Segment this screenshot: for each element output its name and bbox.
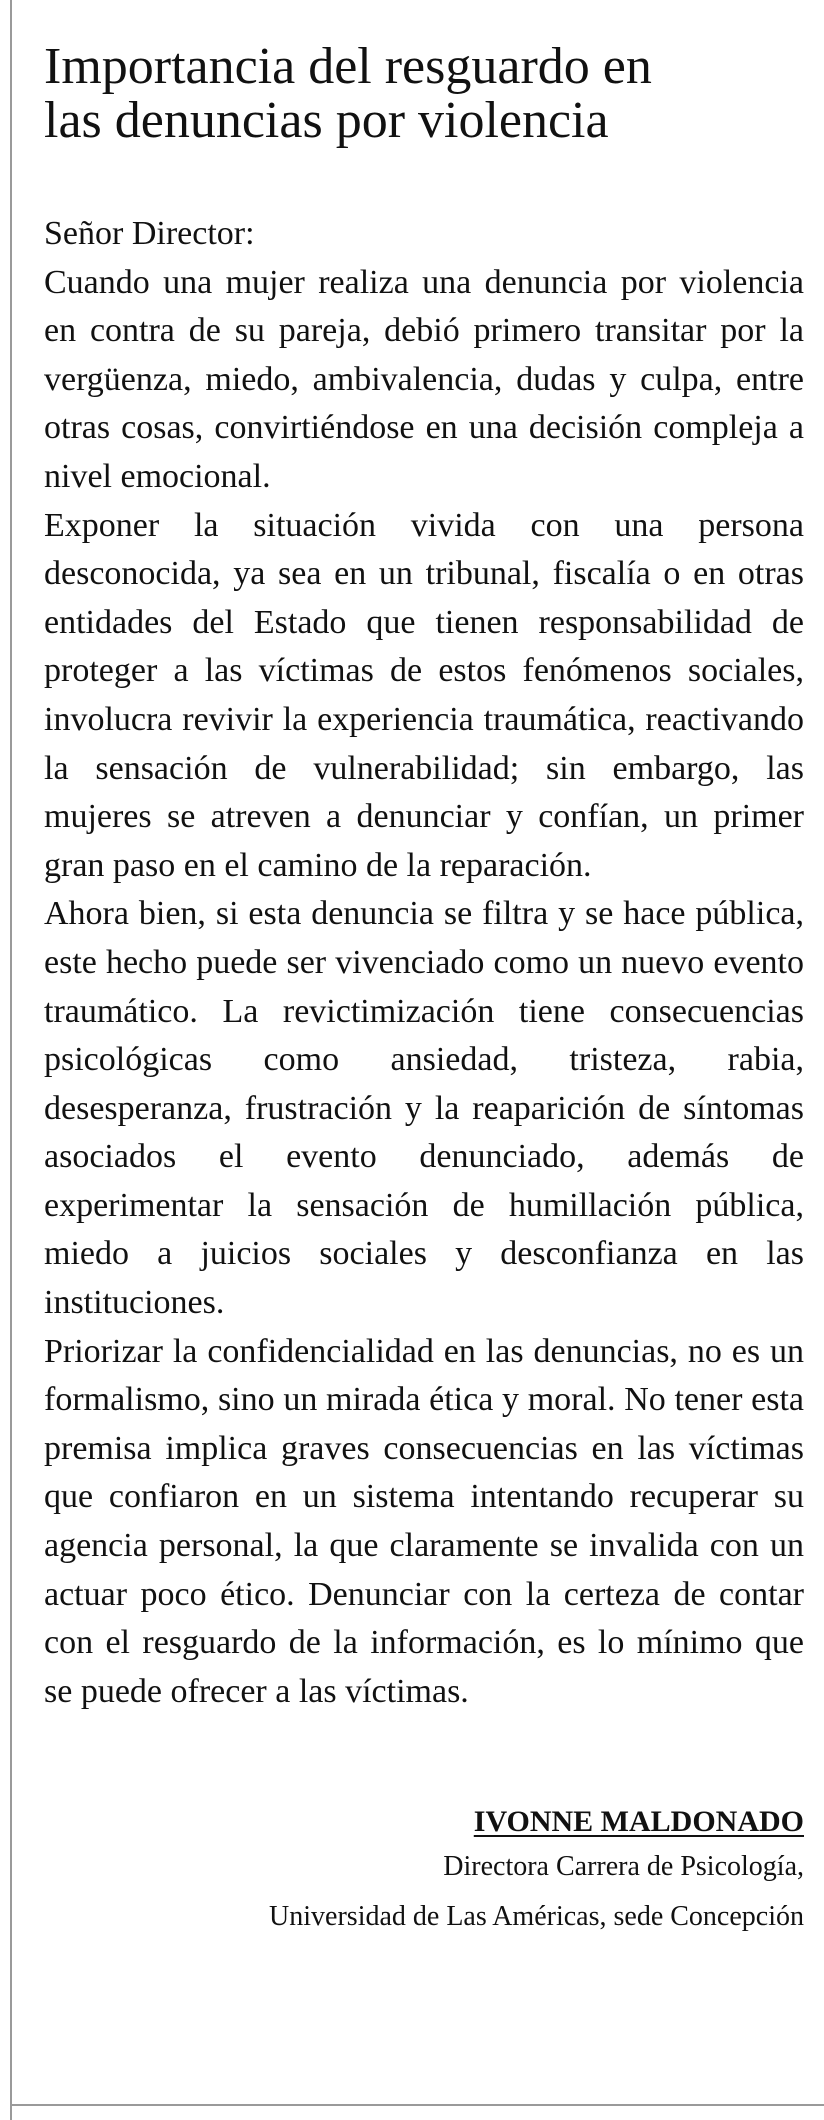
column-rule-left	[10, 0, 12, 2120]
author-affiliation: Universidad de Las Américas, sede Concepción	[269, 1901, 804, 1933]
column-rule-bottom	[10, 2104, 824, 2106]
author-title: Directora Carrera de Psicología,	[443, 1851, 804, 1883]
signature-block	[44, 1802, 804, 1942]
paragraph-2: Exponer la situación vivida con una persona desconocida, ya sea en un tribunal, fiscalía o en otras entidades del Estado que tienen responsabilidad de proteger a las víctimas de estos fenómenos sociales, involucra revivir la experiencia traumática, reactivando la sensación de vulnerabilidad; sin embargo, las mujeres se atreven a denunciar y confían, un primer gran paso en el camino de la reparación.	[44, 506, 804, 884]
salutation: Señor Director:	[44, 215, 255, 252]
paragraph-4: Priorizar la confidencialidad en las denuncias, no es un formalismo, sino un mirada ética y moral. No tener esta premisa implica graves consecuencias en las víctimas que confiaron en un sistema intentando recuperar su agencia personal, la que claramente se invalida con un actuar poco ético. Denunciar con la certeza de contar con el resguardo de la información, es lo mínimo que se puede ofrecer a las víctimas.	[44, 1332, 804, 1710]
headline	[44, 40, 804, 148]
letter-article	[44, 40, 804, 1942]
paragraph-1: Cuando una mujer realiza una denuncia por violencia en contra de su pareja, debió primero transitar por la vergüenza, miedo, ambivalencia, dudas y culpa, entre otras cosas, convirtiéndose en una decisión compleja a nivel emocional.	[44, 263, 804, 495]
author-name: IVONNE MALDONADO	[473, 1805, 804, 1839]
headline-line-1: Importancia del resguardo en	[44, 38, 652, 95]
letter-body	[44, 210, 804, 1716]
headline-line-2: las denuncias por violencia	[44, 92, 609, 149]
paragraph-3: Ahora bien, si esta denuncia se filtra y se hace pública, este hecho puede ser vivenciado como un nuevo evento traumático. La revictimización tiene consecuencias psicológicas como ansiedad, tristeza, rabia, desesperanza, frustración y la reaparición de síntomas asociados el evento denunciado, además de experimentar la sensación de humillación pública, miedo a juicios sociales y desconfianza en las instituciones.	[44, 895, 804, 1322]
